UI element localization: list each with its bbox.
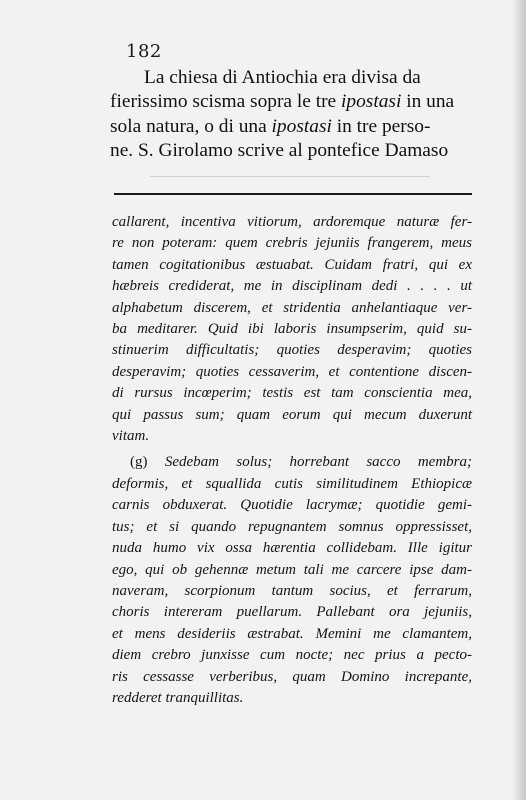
footnote-line: carnis obduxerat. Quotidie lacrymæ; quotidie gemi-	[112, 497, 472, 514]
footnote-line: vitam.	[112, 428, 150, 445]
page-edge-shadow	[512, 0, 526, 800]
page-number: 182	[126, 41, 162, 62]
footnote-line: tus; et si quando repugnantem somnus oppressisset,	[112, 518, 472, 535]
footnote-line: di rursus incœperim; testis est tam conscientia mea,	[112, 385, 472, 402]
footnote-line: (g) Sedebam solus; horrebant sacco membra;	[130, 454, 472, 471]
footnote-line: choris intereram puellarum. Pallebant ora jejuniis,	[112, 604, 472, 621]
footnote-line: callarent, incentiva vitiorum, ardoremque naturæ fer-	[112, 214, 472, 230]
footnote-line: ris cessasse verberibus, quam Domino increpante,	[112, 668, 472, 685]
footnote-line: nuda humo vix ossa hærentia collidebam. Ille igitur	[112, 540, 472, 557]
bleed-through-line	[150, 176, 430, 177]
main-text-line: sola natura, o di una ipostasi in tre perso-	[110, 115, 431, 137]
footnote-separator-rule	[114, 193, 472, 195]
footnote-line: ba meditarer. Quid ibi laboris insumpserim, quid su-	[112, 321, 472, 338]
footnote-line: naveram, scorpionum tantum socius, et ferrarum,	[112, 582, 472, 599]
footnote-line: ego, qui ob gehennæ metum tali me carcere ipse dam-	[112, 561, 472, 578]
main-text-block	[110, 66, 475, 164]
footnote-line: et mens desideriis æstrabat. Memini me clamantem,	[112, 625, 472, 642]
main-text-line: ne. S. Girolamo scrive al pontefice Damaso	[110, 140, 449, 162]
footnote-line: diem crebro junxisse cum nocte; nec prius a pecto-	[112, 647, 472, 664]
footnote-line: deformis, et squallida cutis similitudinem Ethiopicæ	[112, 475, 472, 492]
footnote-line: tamen cogitationibus æstuabat. Cuidam fratri, qui ex	[112, 256, 472, 273]
footnote-line: desperavim; quoties cessaverim, et contentione discen-	[112, 363, 472, 380]
footnote-block	[112, 212, 472, 709]
footnote-line: stinuerim difficultatis; quoties desperavim; quoties	[112, 342, 472, 359]
footnote-line: re non poteram: quem crebris jejuniis frangerem, meus	[112, 235, 472, 252]
footnote-line: alphabetum discerem, et stridentia anhelantiaque ver-	[112, 299, 472, 316]
footnote-line: hæbreis crediderat, me in disciplinam dedi . . . . ut	[112, 278, 472, 295]
footnote-line: qui passus sum; quam eorum qui mecum duxerunt	[112, 406, 472, 423]
main-text-line: fierissimo scisma sopra le tre ipostasi in una	[110, 91, 455, 113]
main-text-line: La chiesa di Antiochia era divisa da	[144, 67, 421, 88]
footnote-line: redderet tranquillitas.	[112, 689, 244, 706]
footnote-marker: (g)	[130, 454, 148, 471]
